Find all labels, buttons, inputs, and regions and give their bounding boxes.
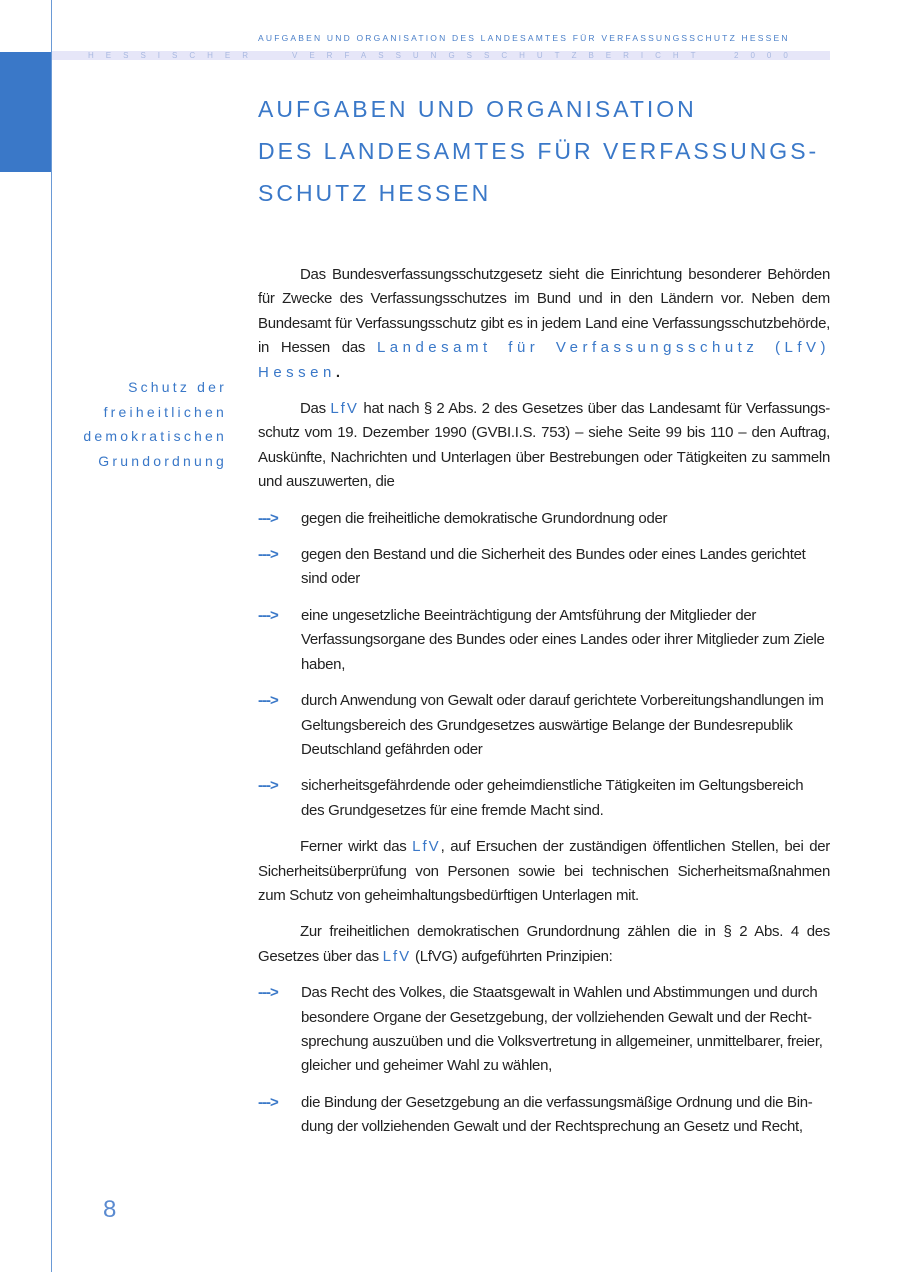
text: Das Recht des Volkes, die Staatsgewalt in Wahlen und Abstimmungen und durch besondere Organe der Gesetzgebung, der vollziehenden Gewalt und der Recht-sprechung auszuüben und die Volksvertretung in allgemeiner, unmittelbarer, freier, gleicher und geheimer Wahl zu wählen, xyxy=(301,984,823,1075)
arrow-icon: ---> xyxy=(258,546,278,564)
list-item xyxy=(258,1091,830,1140)
arrow-icon: ---> xyxy=(258,984,278,1002)
margin-note xyxy=(60,375,227,473)
list-item xyxy=(258,981,830,1079)
list-item xyxy=(258,543,830,592)
text: eine ungesetzliche Beeinträchtigung der Amtsführung der Mitglieder der Verfassungsorgane des Bundes oder eines Landes oder ihrer Mitglieder zum Ziele haben, xyxy=(301,606,825,673)
text: hat nach § 2 Abs. 2 des Gesetzes über das Landesamt für Verfassungs-schutz vom 19. Dezember 1990 (GVBI.I.S. 753) – siehe Seite 99 bis 110 – den Auftrag, Auskünfte, Nachrichten und Unterlagen über Bestrebungen oder Tätigkeiten zu sammeln und auszuwerten, die xyxy=(258,400,830,491)
text: gegen die freiheitliche demokratische Grundordnung oder xyxy=(301,509,668,527)
highlight-term: LfV xyxy=(412,838,441,856)
arrow-icon: ---> xyxy=(258,777,278,795)
text: . xyxy=(335,363,340,381)
margin-rule xyxy=(51,0,52,1272)
arrow-icon: ---> xyxy=(258,509,278,527)
list-item xyxy=(258,604,830,677)
margin-note-line: freiheitlichen xyxy=(103,403,227,420)
title-line: DES LANDESAMTES FÜR VERFASSUNGS- xyxy=(258,138,820,164)
paragraph-4 xyxy=(258,920,830,969)
list-item xyxy=(258,507,830,531)
list-item xyxy=(258,774,830,823)
band-right: 2000 xyxy=(734,51,800,60)
paragraph-2 xyxy=(258,397,830,495)
text: sicherheitsgefährdende oder geheimdienstliche Tätigkeiten im Geltungsbereich des Grundgesetzes für eine fremde Macht sind. xyxy=(301,777,804,819)
text: durch Anwendung von Gewalt oder darauf gerichtete Vorbereitungshandlungen im Geltungsbereich des Grundgesetzes auswärtige Belange der Bundesrepublik Deutschland gefährden oder xyxy=(301,692,824,758)
running-header: AUFGABEN UND ORGANISATION DES LANDESAMTES FÜR VERFASSUNGSSCHUTZ HESSEN xyxy=(258,33,790,43)
arrow-icon: ---> xyxy=(258,1093,278,1111)
highlight-term: LfV xyxy=(382,947,412,965)
body-text xyxy=(258,263,830,1152)
blue-corner-block xyxy=(0,52,51,172)
highlight-term: LfV xyxy=(330,400,359,418)
arrow-icon: ---> xyxy=(258,606,278,624)
text: Zur freiheitlichen demokratischen Grundordnung zählen die in § 2 Abs. 4 des Gesetzes über das xyxy=(258,923,830,965)
margin-note-line: Grundordnung xyxy=(98,452,227,469)
margin-note-line: Schutz der xyxy=(128,379,227,395)
text: Das Bundesverfassungsschutzgesetz sieht die Einrichtung besonderer Behörden für Zwecke des Verfassungsschutzes im Bund und in den Ländern vor. Neben dem Bundesamt für Verfassungsschutz gibt es in jedem Land eine Verfassungsschutzbehörde, in Hessen das xyxy=(258,266,830,357)
header-band xyxy=(52,51,830,60)
list-item xyxy=(258,689,830,762)
title-line: SCHUTZ HESSEN xyxy=(258,180,492,206)
text: Das xyxy=(300,400,331,418)
text: (LfVG) aufgeführten Prinzipien: xyxy=(411,947,613,965)
paragraph-1 xyxy=(258,263,830,385)
page-title xyxy=(258,88,819,214)
text: die Bindung der Gesetzgebung an die verfassungsmäßige Ordnung und die Bin-dung der vollziehenden Gewalt und der Rechtsprechung an Gesetz und Recht, xyxy=(301,1093,813,1136)
arrow-icon: ---> xyxy=(258,692,278,710)
paragraph-3 xyxy=(258,835,830,908)
title-line: AUFGABEN UND ORGANISATION xyxy=(258,96,697,122)
band-middle: VERFASSUNGSSCHUTZBERICHT xyxy=(292,51,708,60)
highlight-term: Landesamt für Verfassungsschutz (LfV) Hessen xyxy=(258,339,830,381)
text: Ferner wirkt das xyxy=(300,838,413,856)
list-1 xyxy=(258,507,830,823)
text: gegen den Bestand und die Sicherheit des Bundes oder eines Landes gerichtet sind oder xyxy=(301,546,806,588)
page-number: 8 xyxy=(103,1196,117,1223)
list-2 xyxy=(258,981,830,1139)
margin-note-line: demokratischen xyxy=(83,428,227,444)
band-left: HESSISCHER xyxy=(88,51,261,60)
text: , auf Ersuchen der zuständigen öffentlichen Stellen, bei der Sicherheitsüberprüfung von Personen sowie bei technischen Sicherheitsmaßnahmen zum Schutz von geheimhaltungsbedürftigen Unterlagen mit. xyxy=(258,838,830,904)
